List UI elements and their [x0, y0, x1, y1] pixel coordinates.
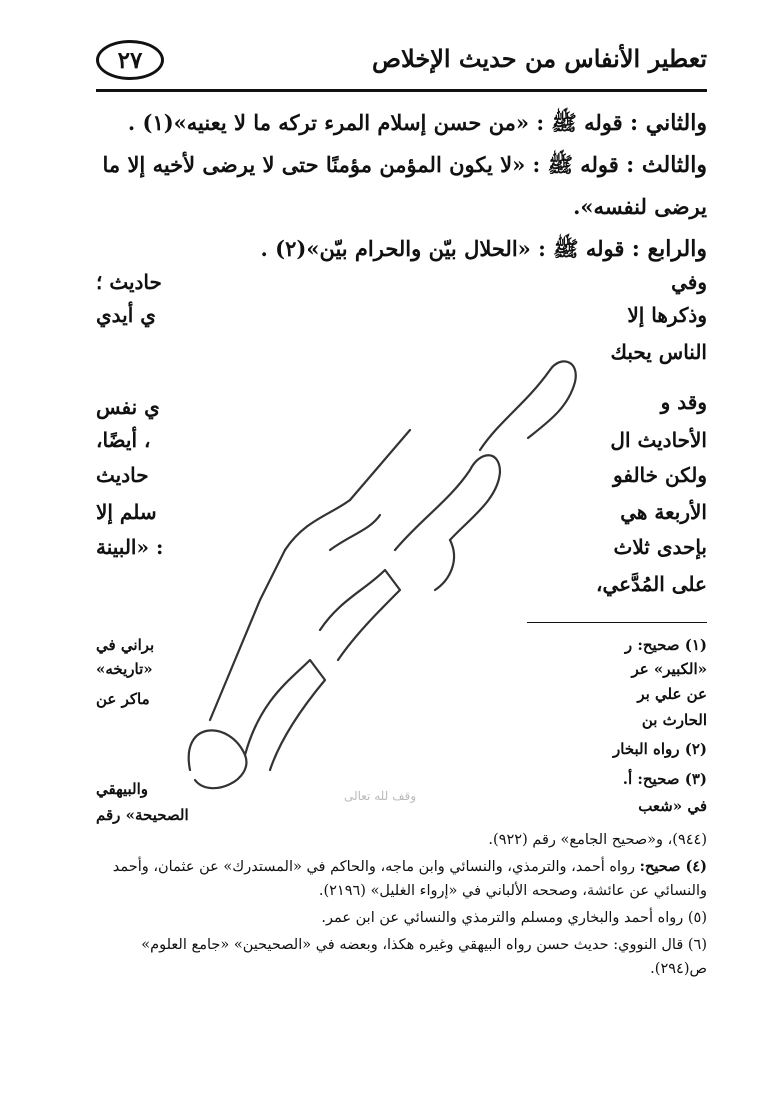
footnote-rule	[527, 622, 707, 623]
paragraph-third	[96, 144, 707, 228]
footnote-fragment: (٣) صحيح: أ.	[622, 770, 707, 788]
paragraph-fourth	[96, 228, 707, 270]
footnote-fragment: براني في	[96, 636, 155, 654]
watermark-stroke	[320, 570, 400, 660]
page-number-badge: ٢٧	[96, 40, 164, 80]
watermark-caption: وقف لله تعالى	[343, 789, 417, 803]
text-fragment: على المُدَّعي،	[596, 572, 707, 596]
footnote-fragment: «الكبير» عر	[631, 660, 707, 678]
footnote-fragment: (٢) رواه البخار	[613, 740, 707, 758]
watermark-calligraphy	[150, 300, 610, 820]
paragraph-body: قوله ﷺ : «الحلال بيّن والحرام بيّن»(٢) .	[260, 236, 632, 261]
watermark-stroke	[350, 430, 410, 500]
footnote-fragment: «تاريخه»	[96, 660, 153, 678]
text-fragment: ي نفس	[96, 395, 160, 419]
footnote-4	[96, 855, 707, 903]
text-fragment: : «البينة	[96, 535, 164, 559]
watermark-stroke	[285, 500, 350, 550]
footnote-fragment: في «شعب	[638, 797, 707, 815]
text-fragment: سلم إلا	[96, 500, 157, 524]
text-fragment: بإحدى ثلاث	[613, 535, 707, 559]
watermark-stroke	[435, 540, 454, 590]
text-fragment: الناس يحبك	[610, 340, 707, 364]
footnote-fragment: الحارث بن	[641, 711, 707, 729]
text-fragment: وذكرها إلا	[627, 303, 707, 327]
text-fragment: الأربعة هي	[620, 500, 707, 524]
footnote-5: (٥) رواه أحمد والبخاري ومسلم والترمذي والنسائي عن ابن عمر.	[321, 910, 707, 926]
page-header	[96, 40, 707, 90]
paragraph-lead: والثاني :	[629, 110, 707, 136]
paragraph-body: قوله ﷺ : «لا يكون المؤمن مؤمنًا حتى لا يرضى لأخيه إلا ما يرضى لنفسه».	[102, 152, 707, 219]
footnote-fragment: الصحيحة» رقم	[96, 806, 189, 824]
paragraph-lead: والثالث :	[626, 152, 707, 178]
text-fragment: حاديث	[96, 463, 149, 487]
running-title: تعطير الأنفاس من حديث الإخلاص	[372, 44, 707, 73]
footnote-6: (٦) قال النووي: حديث حسن رواه البيهقي وغيره هكذا، وبعضه في «الصحيحين» «جامع العلوم» ص(٢٩٤).	[141, 937, 707, 977]
footnote-fragment: عن علي بر	[637, 685, 707, 703]
text-fragment: وقد و	[660, 390, 707, 414]
watermark-stroke	[330, 515, 380, 550]
main-text	[96, 102, 707, 270]
footnote-label: (٤) صحيح:	[639, 858, 707, 875]
text-fragment: الأحاديث ال	[610, 428, 707, 452]
paragraph-second	[96, 102, 707, 144]
footnote-fragment: (١) صحيح: ر	[624, 636, 707, 654]
footnote-body: رواه أحمد، والترمذي، والنسائي وابن ماجه، والحاكم في «المستدرك» عن عثمان، وأحمد والنسائي عن عائشة، وصححه الألباني في «إرواء الغليل» (٢١٩٦).	[112, 859, 707, 899]
text-fragment: وفي	[671, 270, 707, 294]
paragraph-lead: والرابع :	[631, 236, 707, 262]
footnotes	[96, 828, 707, 984]
watermark-stroke	[245, 660, 325, 770]
watermark-stroke	[210, 550, 285, 720]
watermark-stroke	[480, 361, 576, 450]
text-fragment: ولكن خالفو	[613, 463, 707, 487]
text-fragment: ، أيضًا،	[96, 428, 151, 452]
footnote-3-continued: (٩٤٤)، و«صحيح الجامع» رقم (٩٢٢).	[488, 832, 707, 848]
footnote-fragment: ماكر عن	[96, 690, 150, 708]
footnote-fragment: والبيهقي	[96, 780, 149, 798]
watermark-stroke	[395, 455, 500, 550]
paragraph-body: قوله ﷺ : «من حسن إسلام المرء تركه ما لا يعنيه»(١) .	[127, 110, 630, 135]
text-fragment: حاديث ؛	[96, 270, 162, 294]
header-rule	[96, 89, 707, 92]
text-fragment: ي أيدي	[96, 303, 156, 327]
watermark-stroke	[189, 730, 247, 788]
